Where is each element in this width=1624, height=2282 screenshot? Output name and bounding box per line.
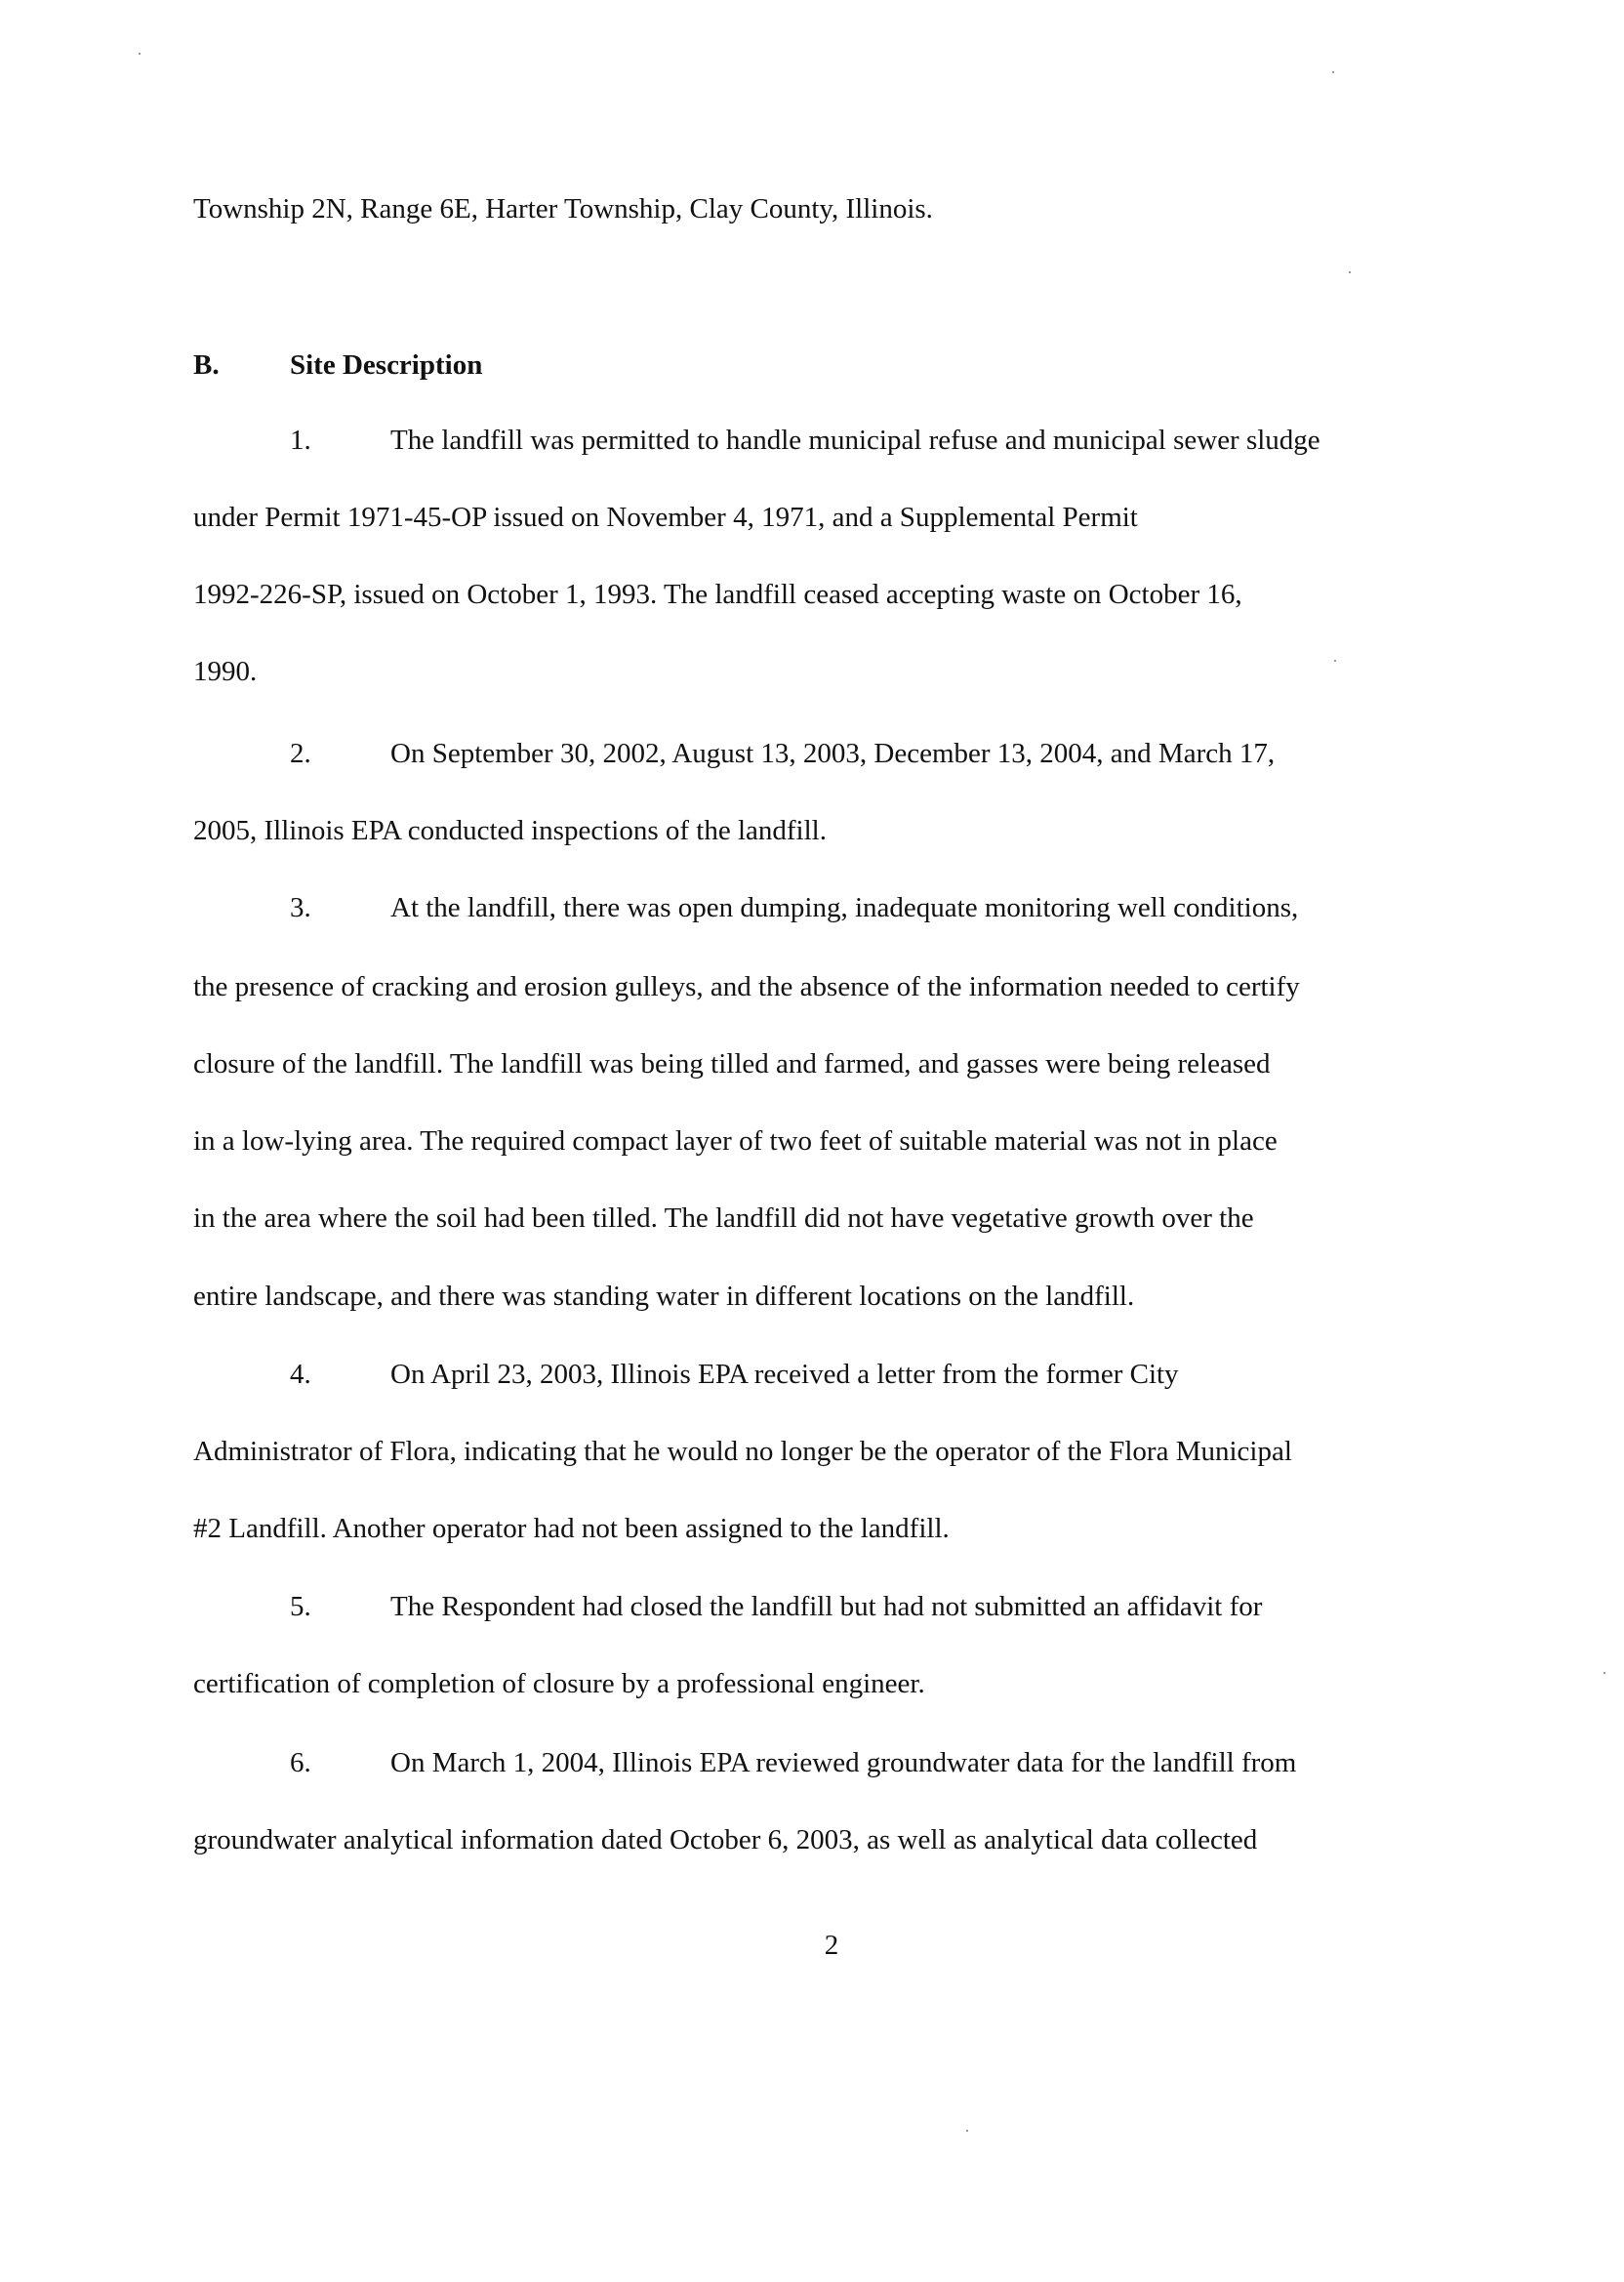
paragraph-line: Administrator of Flora, indicating that he would no longer be the operator of the Flora Municipal [193,1436,1292,1467]
paragraph-line: At the landfill, there was open dumping, inadequate monitoring well conditions, [390,892,1299,923]
paragraph-line: the presence of cracking and erosion gulleys, and the absence of the information needed to certify [193,971,1300,1002]
page-number: 2 [824,1930,839,1961]
paragraph-line: 1992-226-SP, issued on October 1, 1993. The landfill ceased accepting waste on October 16, [193,579,1242,610]
paragraph-number: 5. [290,1591,311,1622]
paragraph-line: The Respondent had closed the landfill but had not submitted an affidavit for [390,1591,1263,1622]
paragraph-line: The landfill was permitted to handle municipal refuse and municipal sewer sludge [390,425,1320,456]
opening-line: Township 2N, Range 6E, Harter Township, Clay County, Illinois. [193,193,933,224]
paragraph-line: #2 Landfill. Another operator had not been assigned to the landfill. [193,1513,950,1544]
paragraph-line: groundwater analytical information dated October 6, 2003, as well as analytical data collected [193,1824,1258,1855]
scan-speck [139,53,141,55]
paragraph-line: under Permit 1971-45-OP issued on November 4, 1971, and a Supplemental Permit [193,502,1138,533]
paragraph-line: entire landscape, and there was standing water in different locations on the landfill. [193,1281,1135,1312]
paragraph-number: 1. [290,425,311,456]
paragraph-line: closure of the landfill. The landfill was being tilled and farmed, and gasses were being released [193,1048,1271,1080]
paragraph-line: 1990. [193,656,258,687]
paragraph-number: 3. [290,892,311,923]
paragraph-line: On April 23, 2003, Illinois EPA received a letter from the former City [390,1359,1179,1390]
section-letter: B. [193,349,220,381]
scan-speck [1604,1672,1605,1674]
paragraph-number: 6. [290,1747,311,1778]
paragraph-line: On September 30, 2002, August 13, 2003, December 13, 2004, and March 17, [390,738,1276,769]
scan-speck [966,2130,968,2132]
paragraph-number: 2. [290,738,311,769]
paragraph-line: in the area where the soil had been tilled. The landfill did not have vegetative growth over the [193,1202,1254,1234]
paragraph-number: 4. [290,1359,311,1390]
scan-speck [1349,271,1351,273]
scan-speck [1332,71,1334,73]
paragraph-line: in a low-lying area. The required compact layer of two feet of suitable material was not in place [193,1125,1278,1157]
paragraph-line: 2005, Illinois EPA conducted inspections of the landfill. [193,815,827,846]
paragraph-line: certification of completion of closure by a professional engineer. [193,1668,925,1699]
paragraph-line: On March 1, 2004, Illinois EPA reviewed groundwater data for the landfill from [390,1747,1297,1778]
section-title: Site Description [290,349,483,381]
scan-speck [1334,660,1336,662]
